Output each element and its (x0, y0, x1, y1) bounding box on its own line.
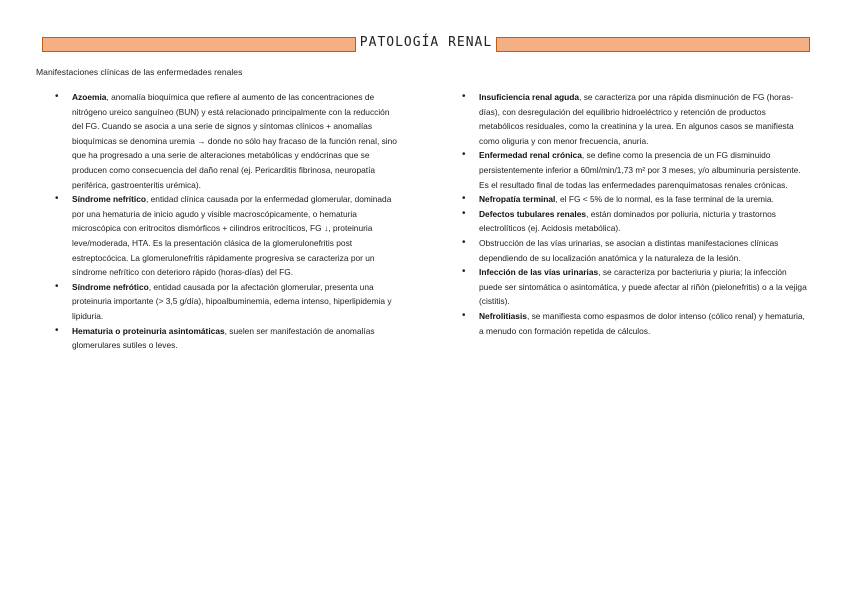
list-item (462, 236, 807, 265)
section-title: Manifestaciones clínicas de las enfermedades renales (36, 67, 243, 77)
bullet-icon: • (55, 193, 59, 205)
item-term: Hematuria o proteinuria asintomáticas (72, 325, 225, 336)
bullet-icon: • (55, 324, 59, 336)
right-list (462, 90, 807, 338)
list-item (55, 324, 400, 353)
list-item (462, 148, 807, 192)
item-term: Azoemia (72, 92, 107, 102)
list-item (462, 207, 807, 236)
item-text: , están dominados por poliuria, nicturia y trastornos electrolíticos (ej. Acidosis metabólica). (479, 208, 776, 234)
left-list (55, 90, 400, 353)
item-term: Nefropatía terminal (479, 194, 556, 205)
list-item (462, 309, 807, 338)
item-text: , se caracteriza por bacteriuria y piuria; la infección puede ser sintomática o asintomática, y puede afectar al riñón (pielonefritis) o a la vejiga (cistitis). (479, 267, 807, 307)
right-column (462, 90, 807, 338)
left-column (55, 90, 400, 353)
item-text: , se manifiesta como espasmos de dolor intenso (cólico renal) y hematuria, a menudo con formación repetida de cálculos. (479, 310, 805, 336)
list-item (462, 192, 807, 207)
title-bar-left (42, 37, 356, 52)
bullet-icon: • (462, 91, 466, 102)
bullet-icon: • (462, 207, 466, 219)
item-term: Infección de las vías urinarias (479, 267, 599, 278)
item-term: Enfermedad renal crónica (479, 150, 582, 161)
item-text: , el FG < 5% de lo normal, es la fase terminal de la uremia. (555, 194, 774, 205)
item-text: , anomalía bioquímica que refiere al aumento de las concentraciones de nitrógeno ureico sanguíneo (BUN) y está relacionado principalmente con la reducción del FG. Cuando se asocia a una serie de signos y síntomas clínicos + anomalías bioquímicas se denomina uremia → donde no sólo hay fracaso de la función renal, sino que ha progresado a una serie de alteraciones metabólicas y endócrinas que se producen como consecuencia del daño renal (ej. Pericarditis fibrinosa, neuropatía periférica, gastroenteritis urémica). (72, 92, 397, 190)
item-text: , se define como la presencia de un FG disminuido persistentemente inferior a 60ml/min/1,73 m² por 3 meses, y/o albuminuria persistente. Es el resultado final de todas las enfermedades parenquimatosas renales crónicas. (479, 150, 801, 190)
item-text: , se caracteriza por una rápida disminución de FG (horas-días), con desregulación del equilibrio hidroeléctrico y retención de productos metabólicos residuales, como la creatinina y la urea. En algunos casos se manifiesta como oliguria y con menor frecuencia, anuria. (479, 92, 794, 146)
bullet-icon: • (462, 236, 466, 248)
title-bar-right (496, 37, 810, 52)
bullet-icon: • (462, 193, 466, 205)
item-text: , suelen ser manifestación de anomalías glomerulares sutiles o leves. (72, 325, 375, 351)
list-item (462, 265, 807, 309)
page-title: PATOLOGÍA RENAL (359, 35, 493, 50)
bullet-icon: • (55, 280, 59, 292)
bullet-icon: • (462, 266, 466, 278)
item-text: , entidad causada por la afectación glomerular, presenta una proteinuria importante (> 3,5 g/día), hipoalbuminemia, edema intenso, hiperlipidemia y lipiduria. (72, 281, 392, 321)
item-term: Síndrome nefrótico (72, 281, 149, 292)
item-text: , entidad clínica causada por la enfermedad glomerular, dominada por una hematuria de inicio agudo y visible macroscópicamente, o hematuria microscópica con eritrocitos dismórficos + cilindros eritrocíticos, FG ↓, proteinuria leve/moderada, HTA. Es la presentación clásica de la glomerulonefritis post estreptocócica. La glomerulonefritis rápidamente progresiva se caracteriza por un síndrome nefrítico con deterioro rápido (horas-días) del FG. (72, 194, 392, 278)
item-text: Obstrucción de las vías urinarias, se asocian a distintas manifestaciones clínicas dependiendo de su localización anatómica y la naturaleza de la lesión. (479, 237, 779, 263)
item-term: Nefrolitiasis (479, 310, 527, 321)
bullet-icon: • (462, 149, 466, 161)
bullet-icon: • (55, 91, 59, 102)
list-item (55, 280, 400, 324)
list-item (55, 90, 400, 192)
item-term: Defectos tubulares renales (479, 208, 587, 219)
item-term: Síndrome nefrítico (72, 194, 146, 205)
item-term: Insuficiencia renal aguda (479, 92, 580, 102)
list-item (462, 90, 807, 148)
list-item (55, 192, 400, 280)
bullet-icon: • (462, 309, 466, 321)
